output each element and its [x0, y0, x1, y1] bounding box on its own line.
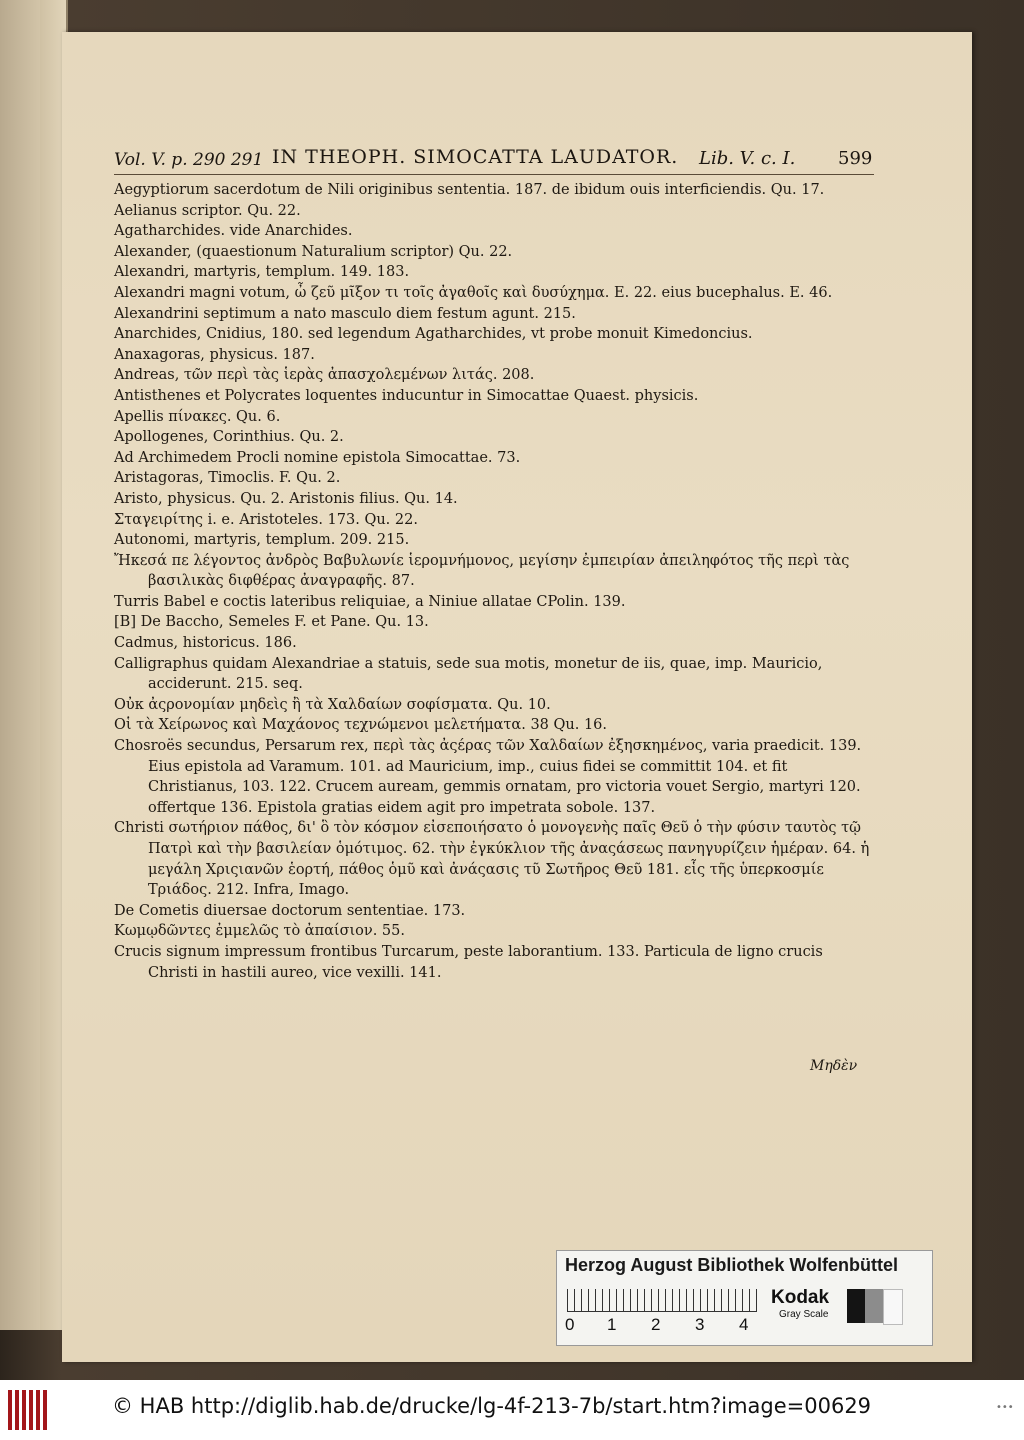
index-entry: Ἤκεσά πε λέγοντος ἀνδρὸς Βαβυλωνίε ἱερομνήμονος, μεγίσην ἐμπειρίαν ἀπειληφότος τῆς περὶ τὰς βασιλικὰς διφθέρας ἀναγραφῆς. 87. [114, 552, 850, 590]
index-entry: Οἱ τὰ Χείρωνος καὶ Μαχάονος τεχνώμενοι μελετήματα. 38 Qu. 16. [114, 717, 608, 734]
viewer-footer [0, 1380, 1024, 1440]
index-entry: Calligraphus quidam Alexandriae a statuis, sede sua motis, monetur de iis, quae, imp. Mauricio, acciderunt. 215. seq. [114, 655, 823, 693]
kodak-brand: Kodak [771, 1287, 830, 1308]
index-entry: Alexandrini septimum a nato masculo diem festum agunt. 215. [114, 305, 576, 322]
index-entry: Autonomi, martyris, templum. 209. 215. [114, 532, 410, 549]
volume-reference: Vol. V. p. 290 291 [114, 150, 264, 170]
index-entry: Cadmus, historicus. 186. [114, 635, 297, 652]
running-head [114, 144, 874, 175]
index-entry: Anarchides, Cnidius, 180. sed legendum Agatharchides, vt probe monuit Kimedoncius. [114, 326, 753, 343]
index-entry: Anaxagoras, physicus. 187. [114, 346, 315, 363]
index-entry: Antisthenes et Polycrates loquentes inducuntur in Simocattae Quaest. physicis. [114, 387, 699, 404]
ruler-label: 4 [739, 1315, 749, 1334]
index-entry: Chosroës secundus, Persarum rex, περὶ τὰς ἀςέρας τῶν Χαλδαίων ἐξησκημένος, varia praedicit. 139. Eius epistola ad Varamum. 101. ad Mauricium, imp., cuius fidei se committit 104. et fit Christianus, 103. 122. Crucem auream, gemmis ornatam, pro victoria vouet Sergio, martyri 120. offertque 136. Epistola gratias eidem agit pro impetrata sobole. 137. [114, 738, 862, 816]
index-entry: Alexander, (quaestionum Naturalium scriptor) Qu. 22. [114, 243, 513, 260]
ruler-label: 2 [651, 1315, 661, 1334]
white-swatch [883, 1289, 903, 1325]
gray-scale-caption: Gray Scale [779, 1309, 829, 1320]
copyright-url[interactable]: © HAB http://diglib.hab.de/drucke/lg-4f-213-7b/start.htm?image=00629 [112, 1394, 872, 1418]
index-entry: Alexandri, martyris, templum. 149. 183. [114, 264, 410, 281]
index-entry: Ad Archimedem Procli nomine epistola Simocattae. 73. [114, 449, 521, 466]
measurement-ruler [567, 1289, 757, 1312]
index-entry: Crucis signum impressum frontibus Turcarum, peste laborantium. 133. Particula de ligno crucis Christi in hastili aureo, vice vexilli. 141. [114, 943, 823, 981]
index-entry: Aelianus scriptor. Qu. 22. [114, 202, 301, 219]
facing-page-edge [0, 0, 68, 1330]
index-entry: Alexandri magni votum, ὦ ζεῦ μῖξον τι τοῖς ἀγαθοῖς καὶ δυσύχημα. E. 22. eius bucephalus. E. 46. [114, 284, 833, 301]
book-chapter-reference: Lib. V. c. I. [699, 148, 796, 169]
index-entry: Aegyptiorum sacerdotum de Nili originibus sententia. 187. de ibidum ouis interficiendis. Qu. 17. [114, 182, 825, 198]
ruler-label: 1 [607, 1315, 617, 1334]
index-entry: Σταγειρίτης i. e. Aristoteles. 173. Qu. 22. [114, 511, 418, 528]
index-entry: Κωμῳδῶντες ἐμμελῶς τὸ ἀπαίσιον. 55. [114, 923, 405, 940]
catchword: Μηδὲν [810, 1058, 858, 1074]
index-entry: Aristo, physicus. Qu. 2. Aristonis filius. Qu. 14. [114, 490, 458, 507]
index-entry: Apellis πίνακες. Qu. 6. [114, 408, 281, 425]
ruler-label: 0 [565, 1315, 575, 1334]
color-scale-bar [556, 1250, 933, 1346]
index-entry: Agatharchides. vide Anarchides. [114, 223, 353, 240]
page-number: 599 [838, 148, 873, 169]
running-title: IN THEOPH. SIMOCATTA LAUDATOR. [272, 146, 679, 168]
index-entry: Οὐκ ἀςρονομίαν μηδεὶς ἢ τὰ Χαλδαίων σοφίσματα. Qu. 10. [114, 696, 551, 713]
index-entry: [B] De Baccho, Semeles F. et Pane. Qu. 13. [114, 614, 429, 631]
hab-stripes-logo-icon[interactable] [8, 1390, 48, 1430]
gray-swatch [865, 1289, 883, 1323]
index-entry: Apollogenes, Corinthius. Qu. 2. [114, 429, 344, 446]
index-entry: Andreas, τῶν περὶ τὰς ἱερὰς ἀπασχολεμένων λιτάς. 208. [114, 367, 535, 384]
index-entry: Aristagoras, Timoclis. F. Qu. 2. [114, 470, 341, 487]
library-name: Herzog August Bibliothek Wolfenbüttel [565, 1255, 898, 1275]
index-entry: De Cometis diuersae doctorum sententiae. 173. [114, 902, 466, 919]
index-entry: Turris Babel e coctis lateribus reliquiae, a Niniue allatae CPolin. 139. [114, 593, 626, 610]
index-entry: Christi σωτήριον πάθος, δι' ὃ τὸν κόσμον εἰσεποιήσατο ὁ μονογενὴς παῖς Θεῦ ὁ τὴν φύσιν ταυτὸς τῷ Πατρὶ καὶ τὴν βασιλείαν ὁμότιμος. 62. τὴν ἐγκύκλιον τῆς ἀναςάσεως πανηγυρίζειν ἡμέραν. 64. ἡ μεγάλη Χριςιανῶν ἑορτή, πάθος ὁμῦ καὶ ἀνάςασις τῦ Σωτῆρος Θεῦ 181. εἷς τῆς ὑπερκοσμίε Τριάδος. 212. Infra, Imago. [114, 820, 870, 899]
ruler-label: 3 [695, 1315, 705, 1334]
more-options-icon[interactable]: ••• [996, 1402, 1014, 1413]
index-entries [114, 180, 876, 983]
black-swatch [847, 1289, 865, 1323]
book-page [62, 32, 972, 1362]
